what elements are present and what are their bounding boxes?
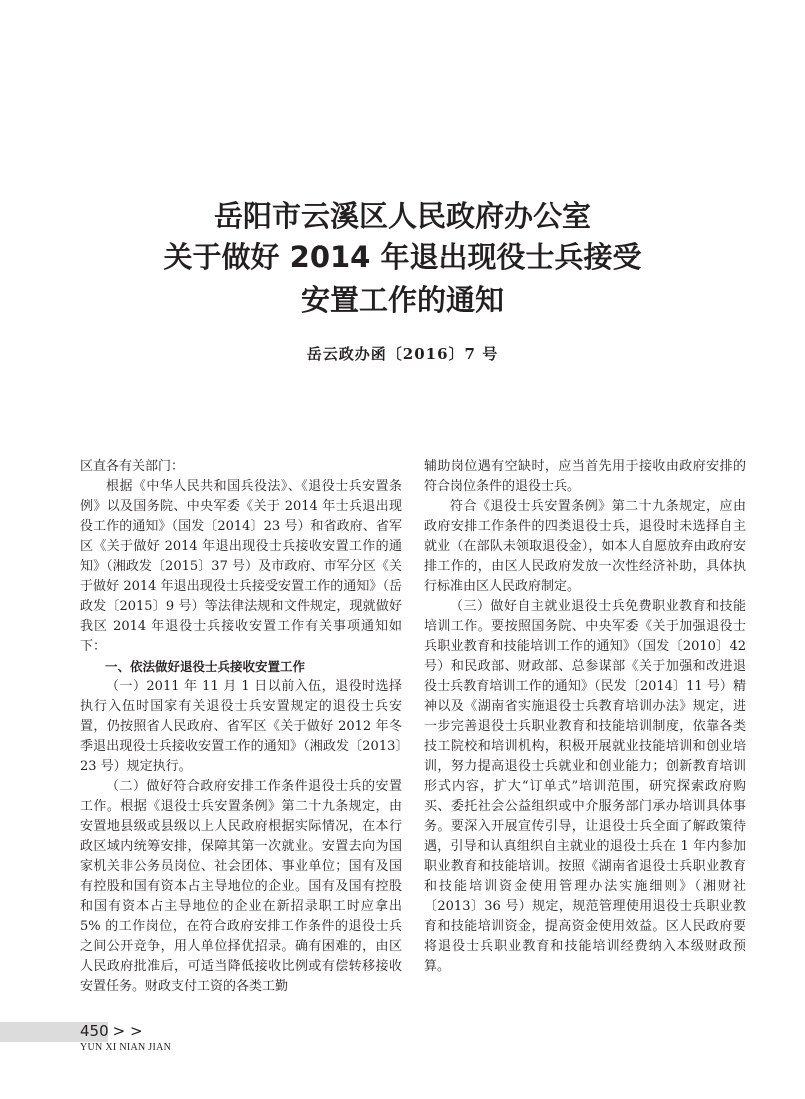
title-line-3: 安置工作的通知 xyxy=(300,283,504,317)
salutation: 区直各有关部门： xyxy=(80,459,185,474)
left-column xyxy=(80,457,402,997)
title-line-2: 关于做好 2014 年退出现役士兵接受 xyxy=(163,240,642,274)
paragraph: 辅助岗位遇有空缺时，应当首先用于接收由政府安排的符合岗位条件的退役士兵。 xyxy=(424,459,746,494)
paragraph: （三）做好自主就业退役士兵免费职业教育和技能培训工作。要按照国务院、中央军委《关于加强退役士兵职业教育和技能培训工作的通知》（国发〔2010〕42 号）和民政部、财政部、总参谋部《关于加强和改进退役士兵教育培训工作的通知》（民发〔2014〕11 号）精神以及《湖南省实施退役士兵教育培训办法》规定，进一步完善退役士兵职业教育和技能培训制度，依靠各类技工院校和培训机构，积极开展就业技能培训和创业培训，努力提高退役士兵就业和创业能力；创新教育培训形式内容，扩大“订单式”培训范围，研究探索政府购买、委托社会公益组织或中介服务部门承办培训具体事务。要深入开展宣传引导，让退役士兵全面了解政策待遇，引导和认真组织自主就业的退役士兵在 1 年内参加职业教育和技能培训。按照《湖南省退役士兵职业教育和技能培训资金使用管理办法实施细则》（湘财社〔2013〕36 号）规定，规范管理使用退役士兵职业教育和技能培训资金，提高资金使用效益。区人民政府要将退役士兵职业教育和技能培训经费纳入本级财政预算。 xyxy=(424,599,746,974)
right-column xyxy=(424,457,746,977)
paragraph: 符合《退役士兵安置条例》第二十九条规定，应由政府安排工作条件的四类退役士兵，退役时未选择自主就业（在部队未领取退役金），如本人自愿放弃由政府安排工作的，由区人民政府发放一次性经济补助，具体执行标准由区人民政府制定。 xyxy=(424,499,746,594)
page-number-value: 450 xyxy=(80,1022,109,1040)
page-number xyxy=(80,1021,143,1041)
paragraph: （二）做好符合政府安排工作条件退役士兵的安置工作。根据《退役士兵安置条例》第二十九条规定，由安置地县级或县级以上人民政府根据实际情况，在本行政区域内统筹安排，保障其第一次就业。安置去向为国家机关非公务员岗位、社会团体、事业单位；国有及国有控股和国有资本占主导地位的企业。国有及国有控股和国有资本占主导地位的企业在新招录职工时应拿出 5% 的工作岗位，在符合政府安排工作条件的退役士兵之间公开竞争，用人单位择优招录。确有困难的，由区人民政府批准后，可适当降低接收比例或有偿转移接收安置任务。财政支付工资的各类工勤 xyxy=(80,779,402,994)
page-arrows: > > xyxy=(112,1022,143,1040)
paragraph: 根据《中华人民共和国兵役法》、《退役士兵安置条例》以及国务院、中央军委《关于 2014 年士兵退出现役工作的通知》（国发〔2014〕23 号）和省政府、省军区《关于做好 2014 年退出现役士兵接收安置工作的通知》（湘政发〔2015〕37 号）及市政府、市军分区《关于做好 2014 年退出现役士兵接受安置工作的通知》（岳政发〔2015〕9 号）等法律法规和文件规定，现就做好我区 2014 年退役士兵接收安置工作有关事项通知如下： xyxy=(80,479,402,654)
section-heading: 一、依法做好退役士兵接收安置工作 xyxy=(105,659,306,674)
journal-name: YUN XI NIAN JIAN xyxy=(80,1042,172,1053)
document-number: 岳云政办函〔2016〕7 号 xyxy=(306,345,499,363)
title-line-1: 岳阳市云溪区人民政府办公室 xyxy=(213,199,591,233)
paragraph: （一）2011 年 11 月 1 日以前入伍，退役时选择执行入伍时国家有关退役士兵安置规定的退役士兵安置，仍按照省人民政府、省军区《关于做好 2012 年冬季退出现役士兵接收安置工作的通知》（湘政发〔2013〕23 号）规定执行。 xyxy=(80,679,402,774)
